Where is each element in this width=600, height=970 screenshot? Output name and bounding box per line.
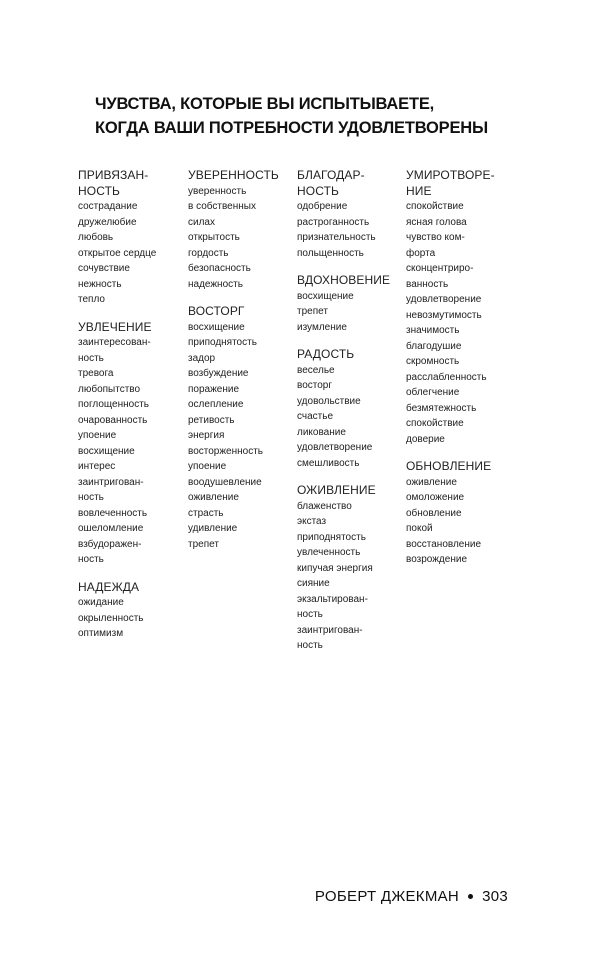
feeling-group [78, 580, 184, 642]
feeling-item: восторженность [188, 445, 263, 457]
feeling-group [406, 459, 512, 568]
feeling-item: заинтересован- [78, 337, 151, 348]
title-line-2: КОГДА ВАШИ ПОТРЕБНОСТИ УДОВЛЕТВОРЕНЫ [95, 119, 488, 137]
group-heading [188, 168, 294, 184]
feeling-list [406, 199, 512, 447]
feeling-item: силах [188, 216, 215, 228]
feeling-item: возрождение [406, 554, 468, 565]
group-heading-line: ВОСТОРГ [188, 304, 245, 318]
group-heading [406, 168, 512, 199]
feeling-group [188, 168, 294, 292]
feeling-item: безопасность [188, 263, 251, 274]
group-heading [297, 168, 403, 199]
feeling-item: тепло [78, 294, 105, 305]
feeling-list [297, 499, 403, 654]
feeling-group [297, 168, 403, 261]
feeling-list [406, 475, 512, 568]
group-heading [406, 459, 512, 475]
feeling-item: блаженство [297, 500, 352, 512]
feeling-item: изумление [297, 321, 347, 333]
group-heading [297, 273, 403, 289]
feeling-item: ошеломление [78, 523, 144, 534]
group-heading-line: ОЖИВЛЕНИЕ [297, 483, 376, 497]
feeling-item: веселье [297, 364, 335, 376]
group-heading-line: УВЕРЕННОСТЬ [188, 168, 279, 182]
feeling-item: ность [78, 492, 104, 503]
feeling-item: упоение [78, 430, 117, 441]
feeling-item: трепет [297, 306, 328, 317]
feeling-item: невозмутимость [406, 309, 482, 321]
feeling-item: взбудоражен- [78, 538, 142, 550]
feeling-item: сконцентриро- [406, 263, 474, 274]
feeling-item: уверенность [188, 185, 247, 197]
feeling-group [297, 347, 403, 471]
feeling-item: ность [297, 640, 323, 651]
feeling-item: удивление [188, 523, 238, 534]
feeling-item: удовлетворение [297, 442, 373, 453]
feeling-item: расслабленность [406, 371, 487, 383]
feeling-item: кипучая энергия [297, 562, 373, 574]
feeling-item: надежность [188, 278, 243, 290]
feeling-list [188, 184, 294, 293]
group-heading-line: НИЕ [406, 183, 432, 198]
column-4 [406, 168, 512, 580]
feeling-item: гордость [188, 247, 229, 259]
group-heading [78, 580, 184, 596]
feeling-item: форта [406, 247, 436, 259]
title-line-1: ЧУВСТВА, КОТОРЫЕ ВЫ ИСПЫТЫВАЕТЕ, [95, 95, 435, 113]
feeling-item: ликование [297, 426, 346, 438]
feeling-item: ретивость [188, 414, 235, 426]
feeling-item: нежность [78, 278, 122, 290]
group-heading-line: ОБНОВЛЕНИЕ [406, 459, 492, 473]
feeling-item: покой [406, 523, 433, 534]
feeling-item: восстановление [406, 538, 482, 550]
feeling-item: воодушевление [188, 476, 262, 488]
feeling-item: поражение [188, 383, 240, 395]
feeling-item: спокойствие [406, 201, 464, 212]
feeling-item: ясная голова [406, 216, 467, 228]
group-heading [297, 483, 403, 499]
feeling-item: безмятежность [406, 402, 477, 414]
feeling-group [297, 273, 403, 335]
column-2 [188, 168, 294, 564]
feeling-item: скромность [406, 356, 460, 367]
feeling-item: увлеченность [297, 547, 361, 558]
feeling-item: открытое сердце [78, 247, 157, 259]
column-3 [297, 168, 403, 666]
feeling-item: удовлетворение [406, 294, 482, 305]
feeling-item: ванность [406, 278, 449, 290]
feeling-item: экзальтирован- [297, 593, 368, 605]
group-heading-line: УВЛЕЧЕНИЕ [78, 319, 152, 334]
feeling-group [297, 483, 403, 654]
feeling-item: чувство ком- [406, 232, 465, 243]
feeling-item: любопытство [78, 383, 141, 395]
feeling-item: заинтригован- [78, 476, 144, 488]
feeling-item: удовольствие [297, 395, 361, 407]
group-heading [78, 320, 184, 336]
feeling-item: в собственных [188, 201, 256, 212]
feeling-item: ожидание [78, 597, 124, 608]
page-title [95, 92, 488, 140]
feeling-item: благодушие [406, 340, 462, 352]
feeling-item: любовь [78, 232, 114, 243]
feeling-item: очарованность [78, 414, 148, 426]
group-heading [78, 168, 184, 199]
group-heading-line: НОСТЬ [297, 183, 339, 198]
feeling-item: тревога [78, 368, 114, 379]
feeling-item: упоение [188, 461, 227, 472]
group-heading-line: НАДЕЖДА [78, 579, 140, 594]
feeling-list [297, 363, 403, 472]
feeling-item: польщенность [297, 247, 364, 259]
feeling-item: интерес [78, 461, 116, 472]
feeling-item: восхищение [188, 321, 245, 333]
group-heading-line: БЛАГОДАР- [297, 168, 365, 182]
feeling-list [188, 320, 294, 553]
feeling-item: ность [78, 352, 104, 364]
feeling-list [297, 289, 403, 336]
bullet-separator-icon [468, 894, 473, 899]
feeling-item: приподнятость [188, 337, 257, 348]
feeling-group [188, 304, 294, 552]
feeling-item: ность [78, 554, 104, 565]
feeling-item: возбуждение [188, 368, 249, 379]
feeling-group [78, 320, 184, 568]
feeling-item: страсть [188, 507, 224, 519]
group-heading-line: УМИРОТВОРЕ- [406, 168, 495, 182]
feeling-item: сочувствие [78, 263, 130, 274]
feeling-item: трепет [188, 538, 219, 550]
feeling-list [297, 199, 403, 261]
feeling-item: значимость [406, 325, 460, 336]
page-footer [315, 888, 508, 905]
feeling-list [78, 335, 184, 568]
group-heading-line: НОСТЬ [78, 183, 120, 198]
group-heading [188, 304, 294, 320]
feeling-item: счастье [297, 411, 334, 422]
feeling-item: заинтригован- [297, 624, 363, 636]
feeling-list [78, 595, 184, 642]
feeling-item: одобрение [297, 201, 348, 212]
feeling-item: восхищение [297, 290, 354, 302]
feeling-item: облегчение [406, 387, 460, 398]
feeling-item: вовлеченность [78, 507, 148, 519]
feeling-item: задор [188, 352, 216, 364]
feeling-group [78, 168, 184, 308]
feeling-item: спокойствие [406, 418, 464, 429]
feeling-item: обновление [406, 507, 462, 519]
feeling-item: оптимизм [78, 628, 124, 639]
feeling-item: приподнятость [297, 531, 366, 543]
feeling-item: оживление [188, 492, 239, 503]
page-number: 303 [482, 888, 508, 905]
feeling-item: сияние [297, 578, 330, 589]
footer-author: РОБЕРТ ДЖЕКМАН [314, 888, 460, 905]
feeling-item: ность [297, 609, 323, 620]
feeling-item: открытость [188, 232, 240, 243]
feeling-item: восторг [297, 380, 332, 391]
feeling-item: сострадание [78, 201, 138, 212]
feeling-list [78, 199, 184, 308]
feeling-item: смешливость [297, 457, 360, 469]
feeling-item: ослепление [188, 399, 244, 410]
column-1 [78, 168, 184, 654]
feeling-item: доверие [406, 433, 445, 445]
feeling-item: энергия [188, 430, 225, 441]
feeling-group [406, 168, 512, 447]
group-heading-line: ПРИВЯЗАН- [78, 168, 149, 182]
feeling-item: дружелюбие [78, 216, 137, 228]
feeling-item: признательность [297, 232, 376, 243]
feeling-item: оживление [406, 476, 457, 488]
feeling-item: растроганность [297, 216, 370, 228]
feeling-item: поглощенность [78, 399, 149, 410]
feeling-item: омоложение [406, 492, 465, 503]
feeling-item: окрыленность [78, 612, 144, 624]
feeling-item: восхищение [78, 445, 135, 457]
feeling-item: экстаз [297, 516, 327, 527]
group-heading-line: ВДОХНОВЕНИЕ [297, 273, 391, 287]
group-heading-line: РАДОСТЬ [297, 347, 355, 361]
group-heading [297, 347, 403, 363]
